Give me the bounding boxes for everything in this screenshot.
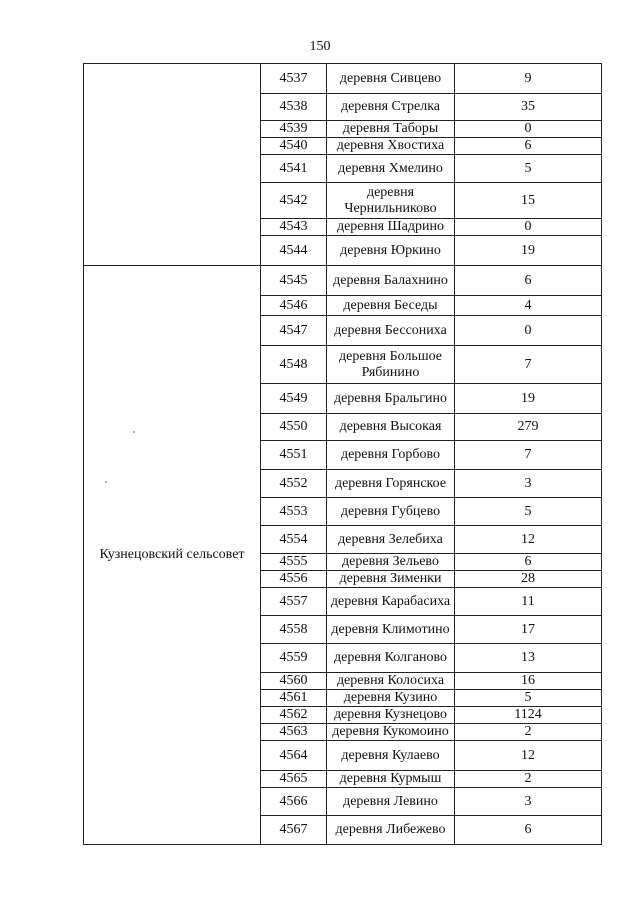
population-cell: 16 — [455, 673, 602, 690]
settlement-name-cell: деревня Высокая — [327, 414, 455, 441]
settlement-name-cell: деревня Карабасиха — [327, 588, 455, 616]
row-number-cell: 4553 — [261, 498, 327, 526]
row-number-cell: 4557 — [261, 588, 327, 616]
settlement-name-cell: деревня Бральгино — [327, 384, 455, 414]
population-cell: 4 — [455, 296, 602, 316]
row-number-cell: 4562 — [261, 707, 327, 724]
population-cell: 13 — [455, 644, 602, 673]
council-cell — [84, 64, 261, 266]
scan-speck — [133, 431, 135, 433]
settlement-name-cell: деревня Зельево — [327, 554, 455, 571]
row-number-cell: 4542 — [261, 183, 327, 219]
settlement-name-cell: деревня Юркино — [327, 236, 455, 266]
row-number-cell: 4555 — [261, 554, 327, 571]
row-number-cell: 4537 — [261, 64, 327, 94]
row-number-cell: 4558 — [261, 616, 327, 644]
settlement-name-cell: деревня Кукомоино — [327, 724, 455, 741]
row-number-cell: 4563 — [261, 724, 327, 741]
settlement-name-cell: деревня Большое Рябинино — [327, 346, 455, 384]
settlements-table — [83, 63, 602, 845]
settlement-name-cell: деревня Кузино — [327, 690, 455, 707]
row-number-cell: 4559 — [261, 644, 327, 673]
population-cell: 12 — [455, 526, 602, 554]
row-number-cell: 4550 — [261, 414, 327, 441]
row-number-cell: 4567 — [261, 816, 327, 845]
population-cell: 19 — [455, 384, 602, 414]
population-cell: 5 — [455, 690, 602, 707]
settlement-name-cell: деревня Горбово — [327, 441, 455, 470]
population-cell: 279 — [455, 414, 602, 441]
row-number-cell: 4564 — [261, 741, 327, 771]
settlement-name-cell: деревня Кузнецово — [327, 707, 455, 724]
row-number-cell: 4565 — [261, 771, 327, 788]
population-cell: 19 — [455, 236, 602, 266]
row-number-cell: 4548 — [261, 346, 327, 384]
row-number-cell: 4539 — [261, 121, 327, 138]
row-number-cell: 4560 — [261, 673, 327, 690]
population-cell: 12 — [455, 741, 602, 771]
settlement-name-cell: деревня Таборы — [327, 121, 455, 138]
population-cell: 6 — [455, 816, 602, 845]
settlement-name-cell: деревня Зелебиха — [327, 526, 455, 554]
population-cell: 1124 — [455, 707, 602, 724]
settlement-name-cell: деревня Колганово — [327, 644, 455, 673]
row-number-cell: 4556 — [261, 571, 327, 588]
row-number-cell: 4543 — [261, 219, 327, 236]
settlement-name-cell: деревня Зименки — [327, 571, 455, 588]
settlement-name-cell: деревня Беседы — [327, 296, 455, 316]
row-number-cell: 4538 — [261, 94, 327, 121]
row-number-cell: 4541 — [261, 155, 327, 183]
settlement-name-cell: деревня Курмыш — [327, 771, 455, 788]
population-cell: 2 — [455, 724, 602, 741]
settlement-name-cell: деревня Стрелка — [327, 94, 455, 121]
table-row — [84, 266, 602, 296]
settlement-name-cell: деревня Горянское — [327, 470, 455, 498]
population-cell: 3 — [455, 788, 602, 816]
settlement-name-cell: деревня Бессониха — [327, 316, 455, 346]
settlement-name-cell: деревня Либежево — [327, 816, 455, 845]
population-cell: 6 — [455, 138, 602, 155]
row-number-cell: 4549 — [261, 384, 327, 414]
row-number-cell: 4544 — [261, 236, 327, 266]
row-number-cell: 4547 — [261, 316, 327, 346]
settlement-name-cell: деревня Хмелино — [327, 155, 455, 183]
row-number-cell: 4546 — [261, 296, 327, 316]
population-cell: 0 — [455, 316, 602, 346]
population-cell: 6 — [455, 554, 602, 571]
settlement-name-cell: деревня Климотино — [327, 616, 455, 644]
population-cell: 0 — [455, 121, 602, 138]
settlement-name-cell: деревня Левино — [327, 788, 455, 816]
population-cell: 9 — [455, 64, 602, 94]
population-cell: 3 — [455, 470, 602, 498]
population-cell: 0 — [455, 219, 602, 236]
population-cell: 15 — [455, 183, 602, 219]
population-cell: 28 — [455, 571, 602, 588]
population-cell: 5 — [455, 155, 602, 183]
settlement-name-cell: деревня Колосиха — [327, 673, 455, 690]
settlement-name-cell: деревня Губцево — [327, 498, 455, 526]
settlement-name-cell: деревня Хвостиха — [327, 138, 455, 155]
row-number-cell: 4566 — [261, 788, 327, 816]
population-cell: 5 — [455, 498, 602, 526]
table-row — [84, 64, 602, 94]
council-cell: Кузнецовский сельсовет — [84, 266, 261, 845]
settlement-name-cell: деревня Шадрино — [327, 219, 455, 236]
settlement-name-cell: деревня Сивцево — [327, 64, 455, 94]
population-cell: 35 — [455, 94, 602, 121]
row-number-cell: 4540 — [261, 138, 327, 155]
population-cell: 7 — [455, 346, 602, 384]
row-number-cell: 4554 — [261, 526, 327, 554]
row-number-cell: 4561 — [261, 690, 327, 707]
population-cell: 7 — [455, 441, 602, 470]
scan-speck — [105, 481, 107, 483]
settlement-name-cell: деревня Кулаево — [327, 741, 455, 771]
row-number-cell: 4551 — [261, 441, 327, 470]
row-number-cell: 4552 — [261, 470, 327, 498]
population-cell: 11 — [455, 588, 602, 616]
population-cell: 17 — [455, 616, 602, 644]
page-number: 150 — [309, 39, 331, 54]
settlement-name-cell: деревня Балахнино — [327, 266, 455, 296]
row-number-cell: 4545 — [261, 266, 327, 296]
population-cell: 6 — [455, 266, 602, 296]
population-cell: 2 — [455, 771, 602, 788]
settlement-name-cell: деревня Чернильниково — [327, 183, 455, 219]
